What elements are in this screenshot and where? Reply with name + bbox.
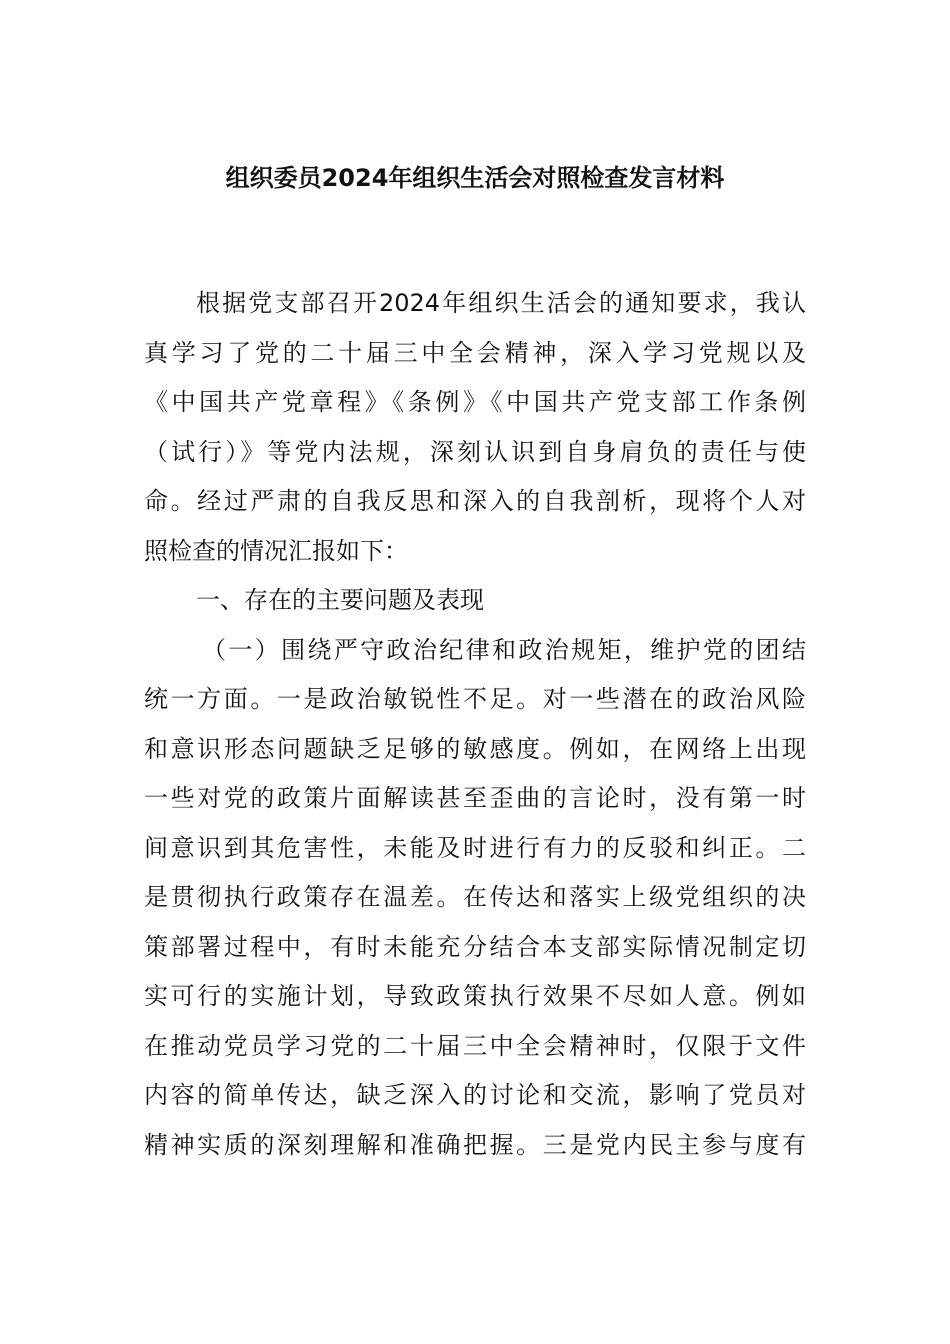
section-heading: 一、存在的主要问题及表现 [196,586,484,614]
paragraph-line: 精神实质的深刻理解和准确把握。三是党内民主参与度有 [144,1130,806,1159]
document-body [144,279,806,1170]
paragraph-line: 根据党支部召开2024年组织生活会的通知要求，我认 [196,289,806,317]
paragraph-line: 是贯彻执行政策存在温差。在传达和落实上级党组织的决 [144,883,806,911]
paragraph-line: （一）围绕严守政治纪律和政治规矩，维护党的团结 [202,635,806,664]
paragraph-line: 照检查的情况汇报如下： [144,536,408,565]
paragraph-line: 间意识到其危害性，未能及时进行有力的反驳和纠正。二 [144,833,806,862]
paragraph-line: 内容的简单传达，缺乏深入的讨论和交流，影响了党员对 [144,1081,806,1109]
paragraph-line: 和意识形态问题缺乏足够的敏感度。例如，在网络上出现 [144,734,806,763]
paragraph-line: 统一方面。一是政治敏锐性不足。对一些潜在的政治风险 [144,685,806,713]
paragraph-line: 一些对党的政策片面解读甚至歪曲的言论时，没有第一时 [144,784,806,812]
paragraph-line: 策部署过程中，有时未能充分结合本支部实际情况制定切 [144,932,806,961]
document-title: 组织委员2024年组织生活会对照检查发言材料 [225,164,725,192]
paragraph-line: 在推动党员学习党的二十届三中全会精神时，仅限于文件 [144,1031,806,1060]
paragraph-line: 实可行的实施计划，导致政策执行效果不尽如人意。例如 [144,982,806,1010]
paragraph-line: 真学习了党的二十届三中全会精神，深入学习党规以及 [144,338,806,367]
paragraph-line: 《中国共产党章程》《条例》《中国共产党支部工作条例 [144,388,806,416]
paragraph-line: （试行）》等党内法规，深刻认识到自身肩负的责任与使 [144,437,806,466]
paragraph-line: 命。经过严肃的自我反思和深入的自我剖析，现将个人对 [144,487,806,515]
